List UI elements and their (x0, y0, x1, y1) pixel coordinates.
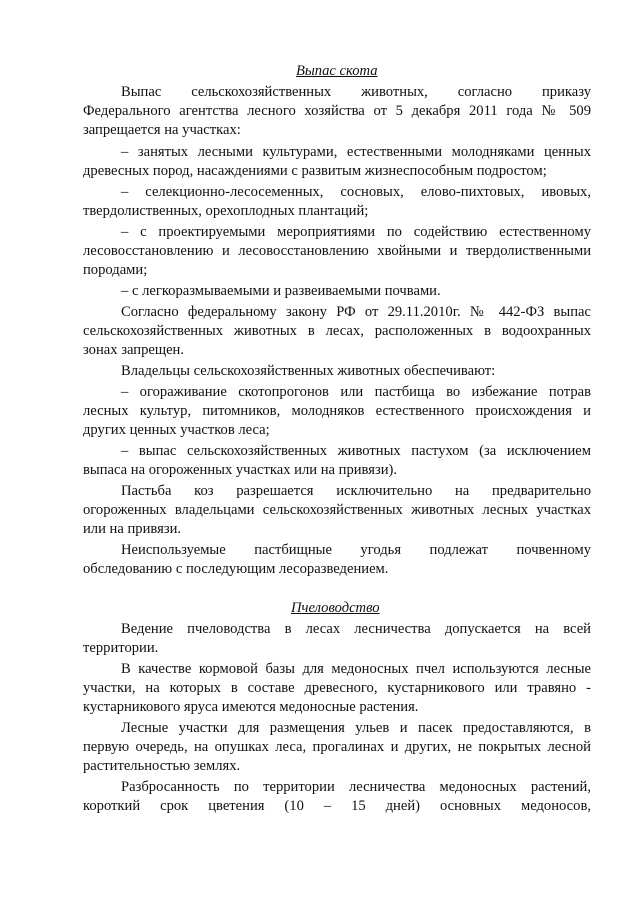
list-item-line: – выпас сельскохозяйственных животных пастухом (за исключением (121, 443, 591, 459)
paragraph-line: Ведение пчеловодства в лесах лесничества допускается на всей (121, 621, 591, 637)
list-item-line: породами; (83, 262, 148, 278)
list-item-line: лесовосстановлению и лесовосстановлению хвойными и твердолиственными (83, 243, 591, 259)
paragraph-line: запрещается на участках: (83, 122, 241, 138)
paragraph-line: первую очередь, на опушках леса, прогалинах и других, не покрытых лесной (83, 739, 591, 755)
paragraph-line: территории. (83, 640, 159, 656)
list-item-line: лесных культур, питомников, молодняков естественного происхождения и (83, 403, 591, 419)
paragraph-line: Владельцы сельскохозяйственных животных обеспечивают: (121, 363, 496, 379)
paragraph-line: Разбросанность по территории лесничества медоносных растений, (121, 779, 591, 795)
list-item-line: твердолиственных, орехоплодных плантаций; (83, 203, 369, 219)
paragraph-line: растительностью землях. (83, 758, 241, 774)
list-item-line: – огораживание скотопрогонов или пастбища во избежание потрав (121, 384, 591, 400)
list-item-line: древесных пород, насаждениями с развитым жизнеспособным подростом; (83, 163, 547, 179)
paragraph-line: кустарникового яруса имеются медоносные растения. (83, 699, 419, 715)
paragraph-line: Согласно федеральному закону РФ от 29.11.2010г. № 442-ФЗ выпас (121, 304, 591, 320)
list-item-line: – селекционно-лесосеменных, сосновых, елово-пихтовых, ивовых, (121, 184, 591, 200)
list-item-line: – с легкоразмываемыми и развеиваемыми почвами. (121, 283, 441, 299)
section-title-beekeeping: Пчеловодство (291, 600, 380, 616)
list-item-line: – с проектируемыми мероприятиями по содействию естественному (121, 224, 591, 240)
paragraph-line: Лесные участки для размещения ульев и пасек предоставляются, в (121, 720, 591, 736)
paragraph-line: Федерального агентства лесного хозяйства от 5 декабря 2011 года № 509 (83, 103, 591, 119)
list-item-line: выпаса на огороженных участках или на привязи). (83, 462, 398, 478)
list-item-line: – занятых лесными культурами, естественными молодняками ценных (121, 144, 591, 160)
paragraph-line: зонах запрещен. (83, 342, 185, 358)
section-title-grazing: Выпас скота (296, 63, 378, 79)
paragraph-line: обследованию с последующим лесоразведением. (83, 561, 389, 577)
paragraph-line: В качестве кормовой базы для медоносных пчел используются лесные (121, 661, 591, 677)
paragraph-line: короткий срок цветения (10 – 15 дней) основных медоносов, (83, 798, 591, 814)
paragraph-line: Выпас сельскохозяйственных животных, согласно приказу (121, 84, 591, 100)
paragraph-line: Неиспользуемые пастбищные угодья подлежат почвенному (121, 542, 591, 558)
paragraph-line: Пастьба коз разрешается исключительно на предварительно (121, 483, 591, 499)
paragraph-line: огороженных владельцами сельскохозяйственных животных лесных участках (83, 502, 591, 518)
list-item-line: других ценных участков леса; (83, 422, 270, 438)
paragraph-line: сельскохозяйственных животных в лесах, расположенных в водоохранных (83, 323, 591, 339)
paragraph-line: участки, на которых в составе древесного, кустарникового или травяно - (83, 680, 591, 696)
paragraph-line: или на привязи. (83, 521, 182, 537)
